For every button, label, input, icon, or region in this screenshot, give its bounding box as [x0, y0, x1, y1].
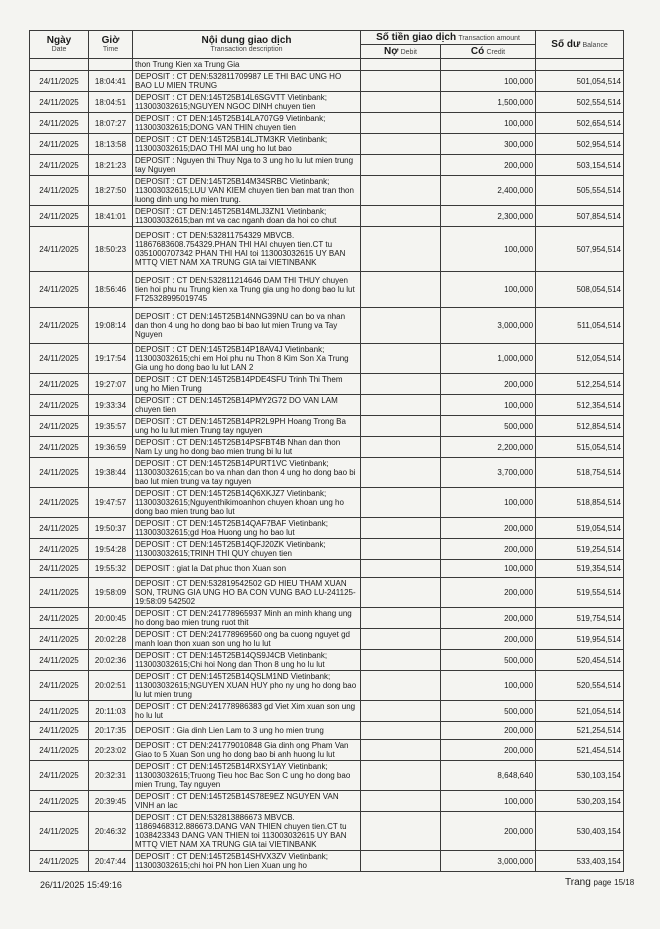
- balance-amount: 519,354,514: [536, 560, 624, 578]
- transaction-date: 24/11/2025: [30, 791, 89, 812]
- table-row: [30, 308, 624, 344]
- table-row: [30, 92, 624, 113]
- balance-amount: 519,754,514: [536, 608, 624, 629]
- credit-amount: 3,000,000: [441, 851, 536, 872]
- balance-amount: 520,554,514: [536, 671, 624, 701]
- table-header-row: [30, 31, 624, 45]
- transaction-date: 24/11/2025: [30, 722, 89, 740]
- debit-amount: [361, 344, 441, 374]
- transaction-description: DEPOSIT : CT DEN:145T25B14M34SRBC Vietinbank; 113003032615;LUU VAN KIEM chuyen tien ban mat tran thon luong dinh ung ho mien trung.: [133, 176, 361, 206]
- transaction-time: 20:32:31: [89, 761, 133, 791]
- balance-amount: 530,403,154: [536, 812, 624, 851]
- transaction-date: 24/11/2025: [30, 92, 89, 113]
- transaction-time: 18:04:41: [89, 71, 133, 92]
- debit-amount: [361, 134, 441, 155]
- transaction-description: DEPOSIT : CT DEN:145T25B14QS9J4CB Vietinbank; 113003032615;Chi hoi Nong dan Thon 8 ung ho lu lut: [133, 650, 361, 671]
- balance-amount: 502,654,514: [536, 113, 624, 134]
- table-row: [30, 416, 624, 437]
- transaction-time: 18:50:23: [89, 227, 133, 272]
- transaction-description: DEPOSIT : Gia dinh Lien Lam to 3 ung ho mien trung: [133, 722, 361, 740]
- balance-amount: 533,403,154: [536, 851, 624, 872]
- transaction-description: DEPOSIT : CT DEN:145T25B14P18AV4J Vietinbank; 113003032615;chi em Hoi phu nu Thon 8 Kim Son Xa Trung Gia ung ho dong bao lu lut LAN 2: [133, 344, 361, 374]
- transaction-time: 18:13:58: [89, 134, 133, 155]
- credit-amount: 100,000: [441, 488, 536, 518]
- table-row: [30, 113, 624, 134]
- debit-amount: [361, 851, 441, 872]
- transaction-description: DEPOSIT : CT DEN:241778965937 Minh an minh khang ung ho dong bao mien trung ruot thit: [133, 608, 361, 629]
- balance-amount: 519,054,514: [536, 518, 624, 539]
- transaction-date: 24/11/2025: [30, 206, 89, 227]
- transaction-time: 19:33:34: [89, 395, 133, 416]
- debit-amount: [361, 671, 441, 701]
- table-row: [30, 488, 624, 518]
- transaction-date: 24/11/2025: [30, 374, 89, 395]
- credit-amount: 200,000: [441, 578, 536, 608]
- balance-amount: 511,054,514: [536, 308, 624, 344]
- transaction-description: DEPOSIT : CT DEN:145T25B14PR2L9PH Hoang Trong Ba ung ho lu lut mien Trung tay nguyen: [133, 416, 361, 437]
- debit-amount: [361, 71, 441, 92]
- debit-amount: [361, 791, 441, 812]
- balance-amount: 505,554,514: [536, 176, 624, 206]
- debit-column-header: Nợ Debit: [361, 45, 441, 59]
- transaction-time: 19:17:54: [89, 344, 133, 374]
- balance-amount: 512,054,514: [536, 344, 624, 374]
- transaction-time: 20:11:03: [89, 701, 133, 722]
- transaction-date: 24/11/2025: [30, 176, 89, 206]
- table-row: [30, 560, 624, 578]
- debit-amount: [361, 437, 441, 458]
- credit-amount: 100,000: [441, 272, 536, 308]
- debit-amount: [361, 812, 441, 851]
- credit-amount: 200,000: [441, 740, 536, 761]
- transaction-time: 20:47:44: [89, 851, 133, 872]
- balance-amount: 507,954,514: [536, 227, 624, 272]
- transaction-table: [29, 30, 624, 872]
- transaction-date: 24/11/2025: [30, 458, 89, 488]
- transaction-time: 18:27:50: [89, 176, 133, 206]
- transaction-date: 24/11/2025: [30, 308, 89, 344]
- transaction-date: 24/11/2025: [30, 629, 89, 650]
- table-row: [30, 206, 624, 227]
- transaction-time: 19:55:32: [89, 560, 133, 578]
- balance-amount: 518,754,514: [536, 458, 624, 488]
- credit-amount: 200,000: [441, 608, 536, 629]
- transaction-date: 24/11/2025: [30, 740, 89, 761]
- transaction-date: 24/11/2025: [30, 608, 89, 629]
- table-row: [30, 71, 624, 92]
- transaction-date: 24/11/2025: [30, 395, 89, 416]
- transaction-description: DEPOSIT : CT DEN:532811214646 DAM THI THUY chuyen tien hoi phu nu Trung kien xa Trung gia ung ho dong bao lu lut FT25328995019745: [133, 272, 361, 308]
- credit-amount: 100,000: [441, 791, 536, 812]
- debit-amount: [361, 560, 441, 578]
- credit-amount: 500,000: [441, 416, 536, 437]
- credit-amount: 200,000: [441, 539, 536, 560]
- transaction-description: DEPOSIT : CT DEN:145T25B14PURT1VC Vietinbank; 113003032615;can bo va nhan dan thon 4 ung ho dong bao bi bao lut mien trung va tay nguyen: [133, 458, 361, 488]
- page-number: 15/18: [614, 878, 635, 887]
- transaction-time: 19:47:57: [89, 488, 133, 518]
- continuation-row: [30, 59, 624, 71]
- balance-amount: 502,554,514: [536, 92, 624, 113]
- balance-amount: 519,554,514: [536, 578, 624, 608]
- debit-amount: [361, 701, 441, 722]
- debit-amount: [361, 272, 441, 308]
- debit-amount: [361, 629, 441, 650]
- transaction-description: DEPOSIT : CT DEN:145T25B14MLJ3ZN1 Vietinbank; 113003032615;ban mt va cac nganh doan da hoi co chut: [133, 206, 361, 227]
- transaction-description: DEPOSIT : giat la Dat phuc thon Xuan son: [133, 560, 361, 578]
- transaction-date: 24/11/2025: [30, 488, 89, 518]
- page-label: Trang: [565, 877, 591, 888]
- table-row: [30, 608, 624, 629]
- transaction-time: 19:08:14: [89, 308, 133, 344]
- credit-amount: 100,000: [441, 560, 536, 578]
- transaction-time: 19:50:37: [89, 518, 133, 539]
- transaction-time: 20:17:35: [89, 722, 133, 740]
- table-row: [30, 344, 624, 374]
- table-row: [30, 812, 624, 851]
- transaction-date: 24/11/2025: [30, 650, 89, 671]
- debit-amount: [361, 395, 441, 416]
- table-row: [30, 578, 624, 608]
- transaction-time: 18:21:23: [89, 155, 133, 176]
- transaction-description: DEPOSIT : CT DEN:532813886673 MBVCB. 11869468312.886673.DANG VAN THIEN chuyen tien.CT tu 1038423343 DANG VAN THIEN toi 113003032615 UY BAN MTTQ VIET NAM XA TRUNG GIA tai VIETINBANK: [133, 812, 361, 851]
- credit-amount: 3,000,000: [441, 308, 536, 344]
- debit-amount: [361, 578, 441, 608]
- transaction-description: DEPOSIT : CT DEN:145T25B14L6SGVTT Vietinbank; 113003032615;NGUYEN NGOC DINH chuyen tien: [133, 92, 361, 113]
- transaction-time: 20:02:51: [89, 671, 133, 701]
- balance-amount: 512,254,514: [536, 374, 624, 395]
- transaction-description: DEPOSIT : CT DEN:532811754329 MBVCB. 11867683608.754329.PHAN THI HAI chuyen tien.CT tu 0351000707342 PHAN THI HAI toi 113003032615 UY BAN MTTQ VIET NAM XA TRUNG GIA tai VIETINBANK: [133, 227, 361, 272]
- transaction-description: DEPOSIT : CT DEN:145T25B14S78E9EZ NGUYEN VAN VINH an lac: [133, 791, 361, 812]
- balance-amount: 521,254,514: [536, 722, 624, 740]
- balance-amount: 501,054,514: [536, 71, 624, 92]
- balance-amount: 507,854,514: [536, 206, 624, 227]
- transaction-date: 24/11/2025: [30, 812, 89, 851]
- transaction-time: 19:58:09: [89, 578, 133, 608]
- balance-amount: 518,854,514: [536, 488, 624, 518]
- transaction-date: 24/11/2025: [30, 227, 89, 272]
- transaction-description: DEPOSIT : CT DEN:145T25B14PMY2G72 DO VAN LAM chuyen tien: [133, 395, 361, 416]
- debit-amount: [361, 761, 441, 791]
- table-row: [30, 722, 624, 740]
- credit-amount: 500,000: [441, 650, 536, 671]
- balance-amount: 515,054,514: [536, 437, 624, 458]
- credit-amount: 200,000: [441, 374, 536, 395]
- transaction-description: DEPOSIT : CT DEN:145T25B14PDE4SFU Trinh Thi Them ung ho Mien Trung: [133, 374, 361, 395]
- transaction-description: DEPOSIT : CT DEN:241778969560 ong ba cuong nguyet gd manh loan thon xuan son ung ho lu lut: [133, 629, 361, 650]
- transaction-time: 20:02:28: [89, 629, 133, 650]
- transaction-description: DEPOSIT : Nguyen thi Thuy Nga to 3 ung ho lu lut mien trung tay Nguyen: [133, 155, 361, 176]
- debit-amount: [361, 113, 441, 134]
- transaction-date: 24/11/2025: [30, 344, 89, 374]
- transaction-description: DEPOSIT : CT DEN:145T25B14QSLM1ND Vietinbank; 113003032615;NGUYEN XUAN HUY pho ny ung ho dong bao lu lut mien trung: [133, 671, 361, 701]
- transaction-date: 24/11/2025: [30, 437, 89, 458]
- credit-amount: 1,500,000: [441, 92, 536, 113]
- balance-amount: 520,454,514: [536, 650, 624, 671]
- transaction-time: 18:07:27: [89, 113, 133, 134]
- balance-amount: 521,454,514: [536, 740, 624, 761]
- transaction-time: 20:46:32: [89, 812, 133, 851]
- table-row: [30, 701, 624, 722]
- transaction-description: DEPOSIT : CT DEN:241779010848 Gia dinh ong Pham Van Giao to 5 Xuan Son ung ho dong bao bi anh huong lu lut: [133, 740, 361, 761]
- transaction-date: 24/11/2025: [30, 416, 89, 437]
- transaction-description: DEPOSIT : CT DEN:145T25B14Q6XKJZ7 Vietinbank; 113003032615;Nguyenthikimoanhon chuyen khoan ung ho dong bao mien trung bao lut: [133, 488, 361, 518]
- page-indicator: [565, 877, 634, 888]
- transaction-time: 20:00:45: [89, 608, 133, 629]
- table-row: [30, 740, 624, 761]
- transaction-time: 20:02:36: [89, 650, 133, 671]
- transaction-time: 19:27:07: [89, 374, 133, 395]
- table-row: [30, 395, 624, 416]
- transaction-description: DEPOSIT : CT DEN:145T25B14QAF7BAF Vietinbank; 113003032615;gd Hoa Huong ung ho bao lut: [133, 518, 361, 539]
- transaction-time: 20:23:02: [89, 740, 133, 761]
- debit-amount: [361, 539, 441, 560]
- credit-amount: 2,200,000: [441, 437, 536, 458]
- transaction-date: 24/11/2025: [30, 701, 89, 722]
- credit-column-header: Có Credit: [441, 45, 536, 59]
- debit-amount: [361, 740, 441, 761]
- transaction-date: 24/11/2025: [30, 578, 89, 608]
- table-row: [30, 227, 624, 272]
- transaction-date: 24/11/2025: [30, 113, 89, 134]
- balance-amount: 519,254,514: [536, 539, 624, 560]
- transaction-time: 20:39:45: [89, 791, 133, 812]
- credit-amount: 100,000: [441, 227, 536, 272]
- debit-amount: [361, 155, 441, 176]
- transaction-description: DEPOSIT : CT DEN:145T25B14RXSY1AY Vietinbank; 113003032615;Truong Tieu hoc Bac Son C ung ho dong bao mien Trung, Tay nguyen: [133, 761, 361, 791]
- balance-column-header: Số dư Balance: [536, 31, 624, 59]
- debit-amount: [361, 488, 441, 518]
- transaction-date: 24/11/2025: [30, 155, 89, 176]
- credit-amount: 8,648,640: [441, 761, 536, 791]
- table-row: [30, 791, 624, 812]
- description-column-header: Nội dung giao dịch Transaction description: [133, 31, 361, 59]
- table-row: [30, 650, 624, 671]
- credit-amount: 300,000: [441, 134, 536, 155]
- balance-amount: 519,954,514: [536, 629, 624, 650]
- balance-amount: 530,203,154: [536, 791, 624, 812]
- transaction-description: DEPOSIT : CT DEN:145T25B14NNG39NU can bo va nhan dan thon 4 ung ho dong bao bi bao lut mien Trung va Tay Nguyen: [133, 308, 361, 344]
- transaction-date: 24/11/2025: [30, 272, 89, 308]
- debit-amount: [361, 308, 441, 344]
- debit-amount: [361, 518, 441, 539]
- transaction-date: 24/11/2025: [30, 71, 89, 92]
- credit-amount: 500,000: [441, 701, 536, 722]
- transaction-date: 24/11/2025: [30, 134, 89, 155]
- table-row: [30, 155, 624, 176]
- debit-amount: [361, 176, 441, 206]
- time-column-header: Giờ Time: [89, 31, 133, 59]
- transaction-description: DEPOSIT : CT DEN:532819542502 GD HIEU THAM XUAN SON, TRUNG GIA UNG HO BA CON VUNG BAO LU-241125-19:58:09 542502: [133, 578, 361, 608]
- table-row: [30, 629, 624, 650]
- transaction-description: DEPOSIT : CT DEN:145T25B14SHVX3ZV Vietinbank; 113003032615;chi hoi PN hon Lien Xuan ung ho: [133, 851, 361, 872]
- transaction-date: 24/11/2025: [30, 761, 89, 791]
- credit-amount: 200,000: [441, 518, 536, 539]
- transaction-time: 18:41:01: [89, 206, 133, 227]
- transaction-description: DEPOSIT : CT DEN:241778986383 gd Viet Xim xuan son ung ho lu lut: [133, 701, 361, 722]
- transaction-time: 18:04:51: [89, 92, 133, 113]
- balance-amount: 530,103,154: [536, 761, 624, 791]
- credit-amount: 2,400,000: [441, 176, 536, 206]
- table-row: [30, 671, 624, 701]
- transaction-date: 24/11/2025: [30, 560, 89, 578]
- continuation-text: thon Trung Kien xa Trung Gia: [133, 59, 361, 71]
- transaction-date: 24/11/2025: [30, 671, 89, 701]
- credit-amount: 100,000: [441, 113, 536, 134]
- table-row: [30, 851, 624, 872]
- credit-amount: 200,000: [441, 812, 536, 851]
- transaction-date: 24/11/2025: [30, 851, 89, 872]
- transaction-date: 24/11/2025: [30, 518, 89, 539]
- balance-amount: 508,054,514: [536, 272, 624, 308]
- balance-amount: 502,954,514: [536, 134, 624, 155]
- table-row: [30, 761, 624, 791]
- page-label-en: page: [593, 878, 612, 887]
- transaction-time: 19:38:44: [89, 458, 133, 488]
- credit-amount: 2,300,000: [441, 206, 536, 227]
- transaction-description: DEPOSIT : CT DEN:145T25B14PSFBT4B Nhan dan thon Nam Ly ung ho dong bao mien trung bi lu lut: [133, 437, 361, 458]
- credit-amount: 3,700,000: [441, 458, 536, 488]
- table-row: [30, 134, 624, 155]
- credit-amount: 100,000: [441, 395, 536, 416]
- transaction-time: 19:35:57: [89, 416, 133, 437]
- debit-amount: [361, 416, 441, 437]
- printed-timestamp: 26/11/2025 15:49:16: [40, 880, 122, 890]
- amount-column-header: Số tiền giao dịch Transaction amount: [361, 31, 536, 45]
- transaction-description: DEPOSIT : CT DEN:145T25B14LA707G9 Vietinbank; 113003032615;DONG VAN THIN chuyen tien: [133, 113, 361, 134]
- debit-amount: [361, 206, 441, 227]
- credit-amount: 100,000: [441, 71, 536, 92]
- transaction-time: 18:56:46: [89, 272, 133, 308]
- debit-amount: [361, 722, 441, 740]
- credit-amount: 1,000,000: [441, 344, 536, 374]
- credit-amount: 200,000: [441, 629, 536, 650]
- date-column-header: Ngày Date: [30, 31, 89, 59]
- credit-amount: 100,000: [441, 671, 536, 701]
- table-row: [30, 518, 624, 539]
- debit-amount: [361, 92, 441, 113]
- debit-amount: [361, 458, 441, 488]
- table-row: [30, 176, 624, 206]
- table-row: [30, 272, 624, 308]
- transaction-description: DEPOSIT : CT DEN:532811709987 LE THI BAC UNG HO BAO LU MIEN TRUNG: [133, 71, 361, 92]
- transaction-time: 19:36:59: [89, 437, 133, 458]
- balance-amount: 521,054,514: [536, 701, 624, 722]
- transaction-description: DEPOSIT : CT DEN:145T25B14QFJ20ZK Vietinbank; 113003032615;TRINH THI QUY chuyen tien: [133, 539, 361, 560]
- debit-amount: [361, 374, 441, 395]
- table-row: [30, 539, 624, 560]
- balance-amount: 512,354,514: [536, 395, 624, 416]
- credit-amount: 200,000: [441, 722, 536, 740]
- transaction-description: DEPOSIT : CT DEN:145T25B14LJTM3KR Vietinbank; 113003032615;DAO THI MAI ung ho lut bao: [133, 134, 361, 155]
- balance-amount: 503,154,514: [536, 155, 624, 176]
- debit-amount: [361, 608, 441, 629]
- table-row: [30, 458, 624, 488]
- transaction-date: 24/11/2025: [30, 539, 89, 560]
- table-row: [30, 437, 624, 458]
- balance-amount: 512,854,514: [536, 416, 624, 437]
- transaction-time: 19:54:28: [89, 539, 133, 560]
- table-row: [30, 374, 624, 395]
- debit-amount: [361, 650, 441, 671]
- credit-amount: 200,000: [441, 155, 536, 176]
- debit-amount: [361, 227, 441, 272]
